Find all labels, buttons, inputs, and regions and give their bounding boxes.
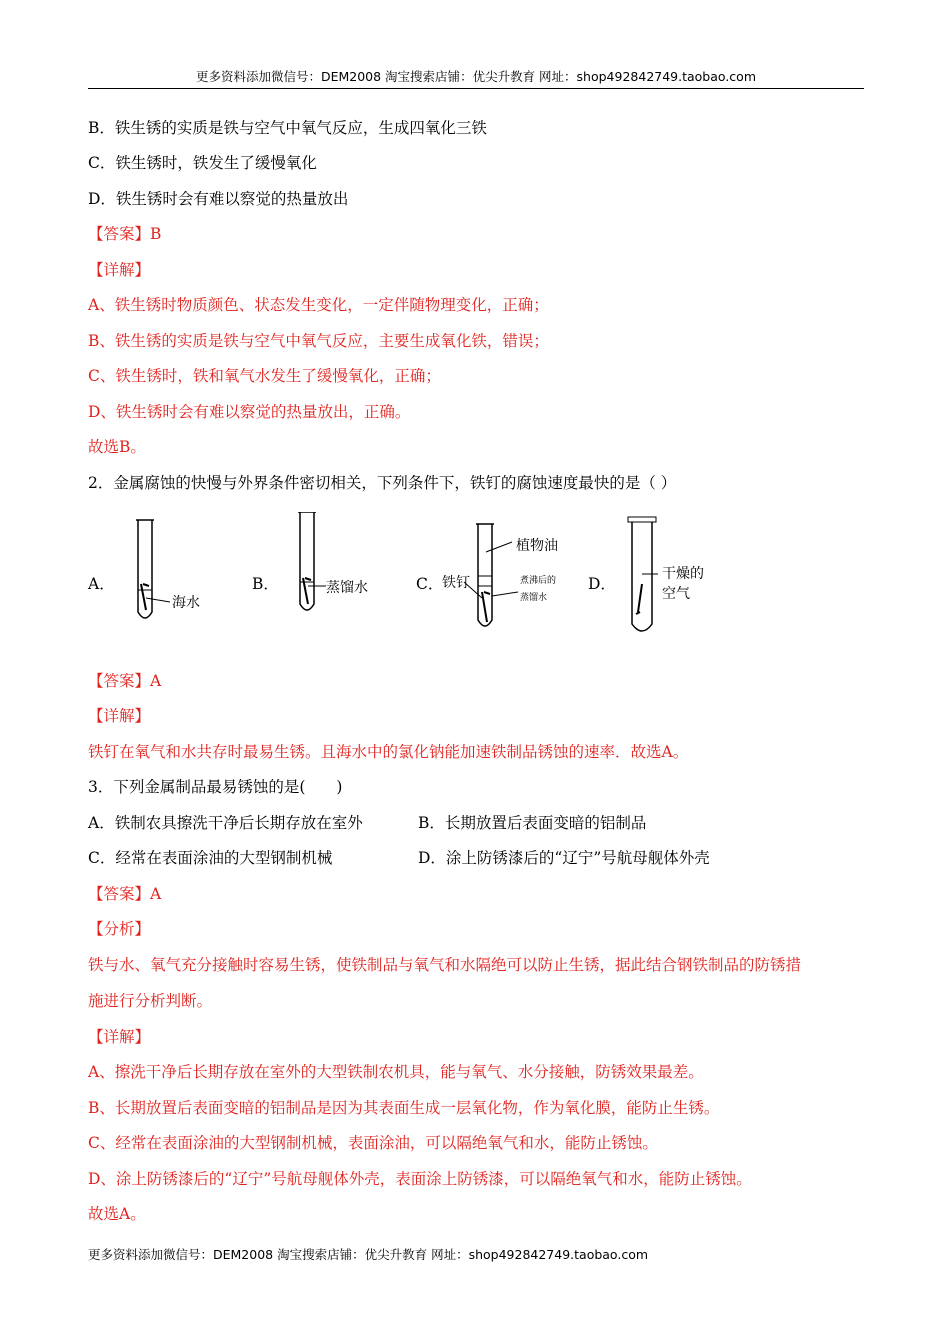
q3-options-row-1 <box>88 813 864 833</box>
tube-a <box>136 520 200 618</box>
figure-label-d: D． <box>588 575 616 593</box>
tube-a-label: 海水 <box>172 595 200 611</box>
tube-b-label: 蒸馏水 <box>326 580 368 596</box>
tube-b <box>298 512 368 610</box>
figure-label-c: C． <box>416 575 444 593</box>
q1-option-d: D．铁生锈时会有难以察觉的热量放出 <box>88 190 349 208</box>
tube-c-water-label-2: 蒸馏水 <box>520 593 548 603</box>
q1-conclusion: 故选B。 <box>88 438 146 456</box>
q3-detail-c: C、经常在表面涂油的大型钢制机械，表面涂油，可以隔绝氧气和水，能防止锈蚀。 <box>88 1134 658 1152</box>
tube-d-label-1: 干燥的 <box>662 566 704 582</box>
q1-detail-b: B、铁生锈的实质是铁与空气中氧气反应，主要生成氧化铁，错误； <box>88 332 549 350</box>
q3-detail-b: B、长期放置后表面变暗的铝制品是因为其表面生成一层氧化物，作为氧化膜，能防止生锈。 <box>88 1099 720 1117</box>
q3-detail-a: A、擦洗干净后长期存放在室外的大型铁制农机具，能与氧气、水分接触，防锈效果最差。 <box>88 1063 704 1081</box>
tube-c-water-label-1: 煮沸后的 <box>520 576 557 586</box>
q3-analysis-line-1: 铁与水、氧气充分接触时容易生锈，使铁制品与氧气和水隔绝可以防止生锈，据此结合钢铁制品的防锈措 <box>88 956 802 974</box>
q1-detail-label: 【详解】 <box>88 261 151 279</box>
q1-option-b: B．铁生锈的实质是铁与空气中氧气反应，生成四氧化三铁 <box>88 119 487 137</box>
q2-detail-label: 【详解】 <box>88 707 151 725</box>
tube-c-oil-label: 植物油 <box>516 538 558 554</box>
q1-option-c: C．铁生锈时，铁发生了缓慢氧化 <box>88 154 317 172</box>
figure-label-b: B． <box>252 575 279 593</box>
q3-analysis-line-2: 施进行分析判断。 <box>88 992 213 1010</box>
q3-conclusion: 故选A。 <box>88 1205 146 1223</box>
q3-option-c: C．经常在表面涂油的大型钢制机械 <box>88 849 333 867</box>
q3-detail-d: D、涂上防锈漆后的“辽宁”号航母舰体外壳，表面涂上防锈漆，可以隔绝氧气和水，能防止锈蚀。 <box>88 1170 752 1188</box>
q2-answer: 【答案】A <box>88 672 162 690</box>
q2-stem: 2．金属腐蚀的快慢与外界条件密切相关，下列条件下，铁钉的腐蚀速度最快的是（ ） <box>88 474 677 492</box>
test-tube-figure <box>88 512 728 642</box>
tube-d-label-2: 空气 <box>662 586 690 602</box>
page-footer: 更多资料添加微信号：DEM2008 淘宝搜索店铺：优尖升教育 网址：shop492842749.taobao.com <box>88 1247 649 1262</box>
q2-detail: 铁钉在氧气和水共存时最易生锈。且海水中的氯化钠能加速铁制品锈蚀的速率．故选A。 <box>88 743 689 761</box>
q1-detail-a: A、铁生锈时物质颜色、状态发生变化，一定伴随物理变化，正确； <box>88 296 549 314</box>
q1-answer: 【答案】B <box>88 225 162 243</box>
q1-detail-c: C、铁生锈时，铁和氧气水发生了缓慢氧化，正确； <box>88 367 441 385</box>
q3-answer: 【答案】A <box>88 885 162 903</box>
q1-detail-d: D、铁生锈时会有难以察觉的热量放出，正确。 <box>88 403 411 421</box>
q3-detail-label: 【详解】 <box>88 1028 151 1046</box>
q3-stem: 3．下列金属制品最易锈蚀的是( ) <box>88 778 343 796</box>
figure-label-a: A． <box>88 575 115 593</box>
tube-c <box>442 524 558 626</box>
tube-c-nail-label: 铁钉 <box>442 575 470 591</box>
q3-analysis-label: 【分析】 <box>88 920 151 938</box>
tube-d <box>628 517 704 631</box>
test-tubes-svg <box>88 512 728 642</box>
q3-options-row-2 <box>88 848 864 868</box>
q3-option-d: D．涂上防锈漆后的“辽宁”号航母舰体外壳 <box>418 849 710 867</box>
page-header: 更多资料添加微信号：DEM2008 淘宝搜索店铺：优尖升教育 网址：shop492842749.taobao.com <box>88 66 864 89</box>
q3-option-b: B．长期放置后表面变暗的铝制品 <box>418 814 647 832</box>
q3-option-a: A．铁制农具擦洗干净后长期存放在室外 <box>88 814 363 832</box>
